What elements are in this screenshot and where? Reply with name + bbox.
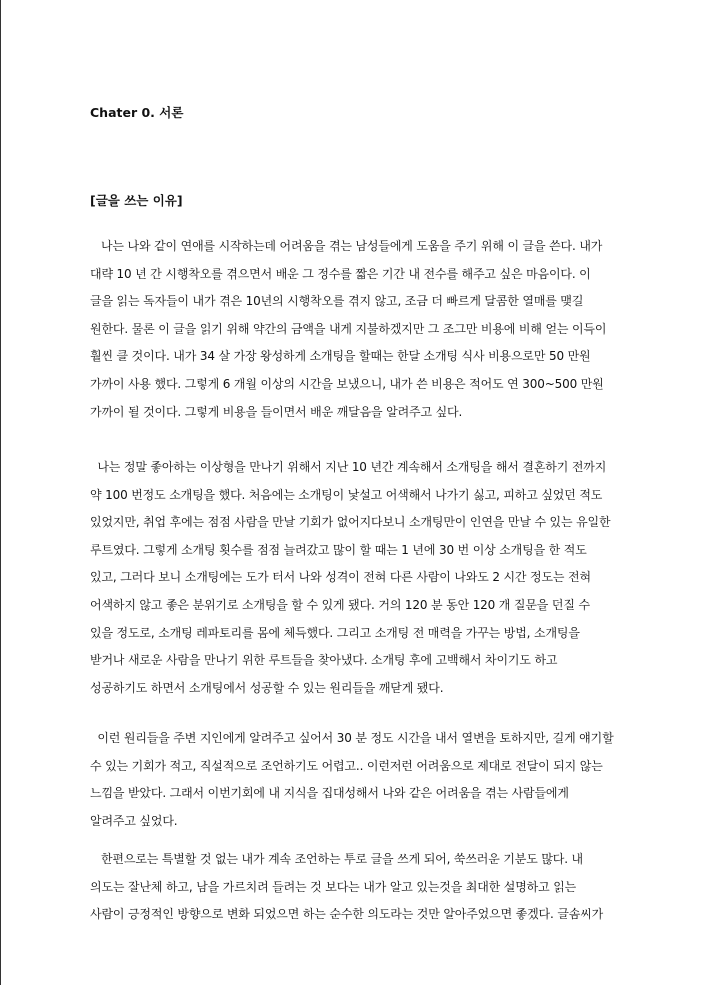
body-text-line: 알려주고 싶었다.	[90, 813, 178, 828]
body-text-line: 있었지만, 취업 후에는 점점 사람을 만날 기회가 없어지다보니 소개팅만이 인연을 만날 수 있는 유일한	[90, 515, 611, 530]
body-text-line: 대략 10 년 간 시행착오를 겪으면서 배운 그 정수를 짧은 기간 내 전수를 해주고 싶은 마음이다. 이	[90, 266, 591, 281]
body-text-line: 느낌을 받았다. 그래서 이번기회에 내 지식을 집대성해서 나와 같은 어려움을 겪는 사람들에게	[90, 786, 569, 801]
body-text-line: 원한다. 물론 이 글을 읽기 위해 약간의 금액을 내게 지불하겠지만 그 조그만 비용에 비해 얻는 이득이	[90, 321, 607, 336]
body-text-line: 성공하기도 하면서 소개팅에서 성공할 수 있는 원리들을 깨닫게 됐다.	[90, 680, 444, 695]
body-text-line: 글을 읽는 독자들이 내가 겪은 10년의 시행착오를 겪지 않고, 조금 더 빠르게 달콤한 열매를 맺길	[90, 294, 584, 309]
body-text-line: 가까이 될 것이다. 그렇게 비용을 들이면서 배운 깨달음을 알려주고 싶다.	[90, 404, 463, 419]
body-text-line: 사람이 긍정적인 방향으로 변화 되었으면 하는 순수한 의도라는 것만 알아주었으면 좋겠다. 글솜씨가	[90, 907, 604, 922]
chapter-title: Chater 0. 서론	[90, 105, 184, 120]
body-text-line: 의도는 잘난체 하고, 남을 가르치려 들려는 것 보다는 내가 알고 있는것을 최대한 설명하고 읽는	[90, 879, 577, 894]
body-text-line: 받거나 새로운 사람을 만나기 위한 루트들을 찾아냈다. 소개팅 후에 고백해서 차이기도 하고	[90, 653, 558, 668]
body-text-line: 한편으로는 특별할 것 없는 내가 계속 조언하는 투로 글을 쓰게 되어, 쑥쓰러운 기분도 많다. 내	[90, 852, 583, 866]
body-text-line: 나는 정말 좋아하는 이상형을 만나기 위해서 지난 10 년간 계속해서 소개팅을 해서 결혼하기 전까지	[90, 460, 607, 474]
body-text-line: 가까이 사용 했다. 그렇게 6 개월 이상의 시간을 보냈으니, 내가 쓴 비용은 적어도 연 300~500 만원	[90, 377, 604, 391]
body-text-line: 루트였다. 그렇게 소개팅 횟수를 점점 늘려갔고 많이 할 때는 1 년에 30 번 이상 소개팅을 한 적도	[90, 542, 587, 557]
body-text-line: 약 100 번정도 소개팅을 했다. 처음에는 소개팅이 낯설고 어색해서 나가기 싫고, 피하고 싶었던 적도	[90, 487, 603, 502]
body-text-line: 나는 나와 같이 연애를 시작하는데 어려움을 겪는 남성들에게 도움을 주기 위해 이 글을 쓴다. 내가	[90, 239, 603, 253]
body-text-line: 수 있는 기회가 적고, 직설적으로 조언하기도 어렵고.. 이런저런 어려움으로 제대로 전달이 되지 않는	[90, 758, 603, 773]
body-text-line: 있고, 그러다 보니 소개팅에는 도가 터서 나와 성격이 전혀 다른 사람이 나와도 2 시간 정도는 전혀	[90, 570, 591, 585]
body-text-line: 이런 원리들을 주변 지인에게 알려주고 싶어서 30 분 정도 시간을 내서 열변을 토하지만, 길게 얘기할	[90, 731, 614, 745]
section-heading: [글을 쓰는 이유]	[90, 193, 183, 208]
body-text-line: 훨씬 클 것이다. 내가 34 살 가장 왕성하게 소개팅을 할때는 한달 소개팅 식사 비용으로만 50 만원	[90, 349, 591, 364]
body-text-line: 어색하지 않고 좋은 분위기로 소개팅을 할 수 있게 됐다. 거의 120 분 동안 120 개 질문을 던질 수	[90, 598, 590, 612]
body-text-line: 있을 정도로, 소개팅 레파토리를 몸에 체득했다. 그리고 소개팅 전 매력을 가꾸는 방법, 소개팅을	[90, 625, 580, 640]
